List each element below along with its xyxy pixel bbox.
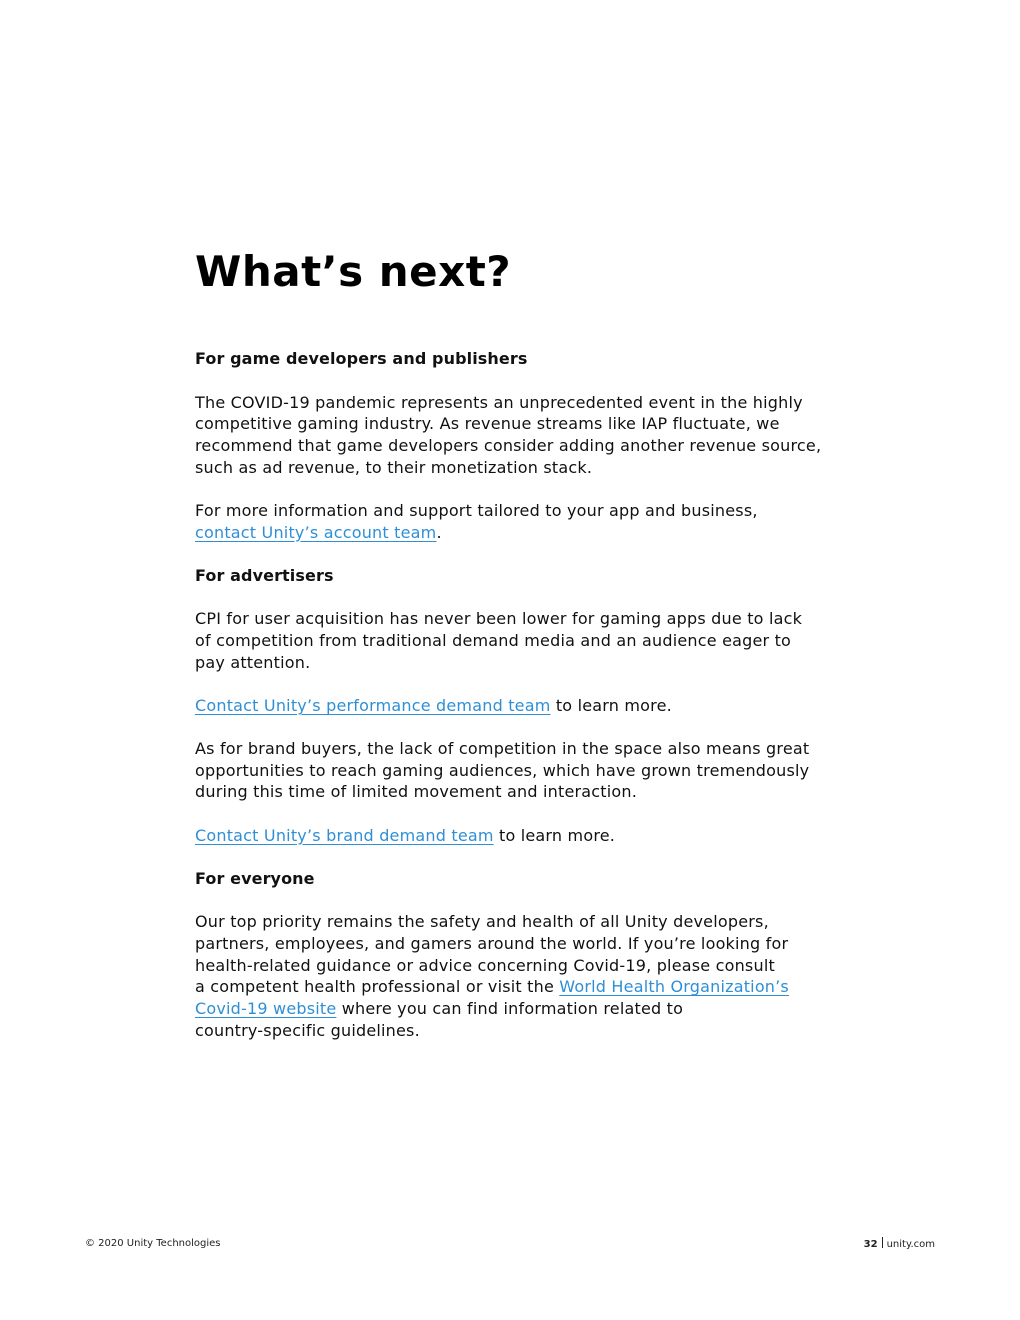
text-line: Our top priority remains the safety and health of all Unity developers, [195, 912, 769, 932]
page-number: 32 [863, 1239, 878, 1250]
text-line: during this time of limited movement and interaction. [195, 782, 638, 802]
main-content [195, 248, 825, 1063]
developers-paragraph-1 [195, 392, 825, 479]
text-line: The COVID-19 pandemic represents an unprecedented event in the highly [195, 392, 803, 412]
text-line: For more information and support tailored to your app and business, [195, 500, 758, 520]
text-fragment: to learn more. [550, 695, 672, 715]
performance-demand-team-link[interactable]: Contact Unity’s performance demand team [195, 695, 551, 715]
section-heading-developers: For game developers and publishers [195, 349, 528, 368]
text-line: CPI for user acquisition has never been lower for gaming apps due to lack [195, 609, 803, 629]
text-line: competitive gaming industry. As revenue streams like IAP fluctuate, we [195, 414, 780, 434]
text-fragment: a competent health professional or visit the [195, 977, 560, 997]
text-line: such as ad revenue, to their monetization stack. [195, 457, 593, 477]
text-line: health-related guidance or advice concerning Covid-19, please consult [195, 955, 775, 975]
text-line: partners, employees, and gamers around the world. If you’re looking for [195, 934, 789, 954]
advertisers-paragraph-1 [195, 608, 825, 673]
footer-site: unity.com [886, 1239, 935, 1250]
text-fragment: to learn more. [493, 825, 616, 845]
text-line: As for brand buyers, the lack of competition in the space also means great [195, 739, 810, 759]
text-line: country-specific guidelines. [195, 1020, 420, 1040]
everyone-paragraph [195, 911, 825, 1041]
text-line: recommend that game developers consider adding another revenue source, [195, 435, 822, 455]
text-fragment: where you can find information related to [336, 999, 684, 1019]
developers-paragraph-2 [195, 500, 825, 543]
brand-demand-team-link[interactable]: Contact Unity’s brand demand team [195, 825, 494, 845]
advertisers-paragraph-4 [195, 825, 825, 847]
footer-divider [882, 1237, 883, 1248]
section-heading-advertisers: For advertisers [195, 565, 334, 585]
text-line: of competition from traditional demand media and an audience eager to [195, 630, 792, 650]
who-link-part-2[interactable]: Covid-19 website [195, 999, 337, 1019]
text-line: opportunities to reach gaming audiences, which have grown tremendously [195, 760, 810, 780]
section-heading-everyone: For everyone [195, 868, 315, 888]
footer-copyright: © 2020 Unity Technologies [85, 1238, 221, 1249]
page-title: What’s next? [195, 247, 512, 296]
footer-page-info [864, 1237, 935, 1252]
account-team-link[interactable]: contact Unity’s account team [195, 522, 437, 542]
advertisers-paragraph-3 [195, 738, 825, 803]
who-link-part-1[interactable]: World Health Organization’s [559, 977, 789, 997]
text-line: pay attention. [195, 652, 311, 672]
text-fragment: . [436, 522, 442, 542]
advertisers-paragraph-2 [195, 695, 825, 717]
